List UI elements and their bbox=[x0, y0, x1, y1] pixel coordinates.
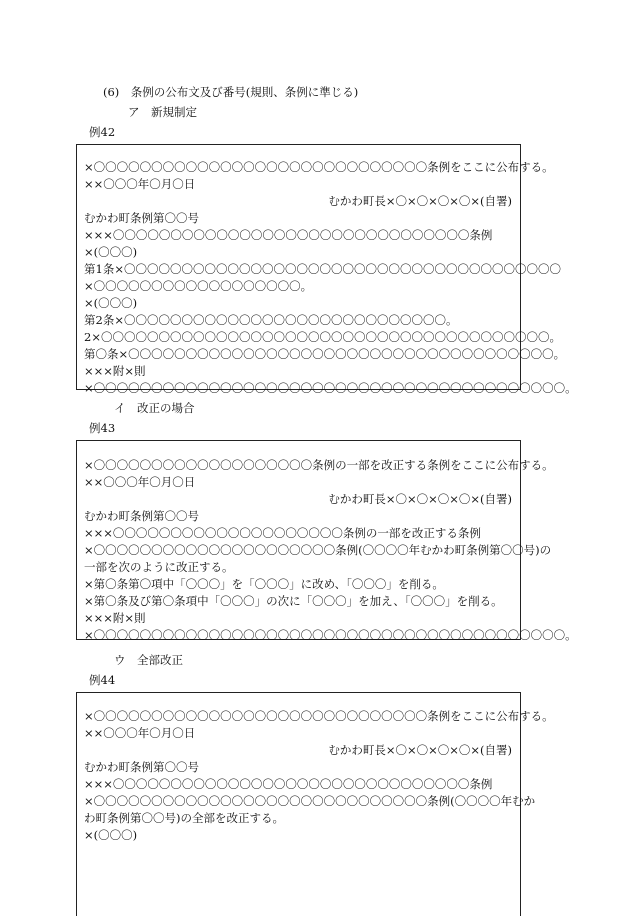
mayor-signature-line: むかわ町長×〇×〇×〇×〇×(自署) bbox=[328, 492, 512, 506]
date-line: ××〇〇〇年〇月〇日 bbox=[84, 177, 196, 191]
supplementary-provisions-line: ×〇〇〇〇〇〇〇〇〇〇〇〇〇〇〇〇〇〇〇〇〇〇〇〇〇〇〇〇〇〇〇〇〇〇〇〇〇〇〇〇〇。 bbox=[84, 381, 577, 395]
amendment-intro-line: ×〇〇〇〇〇〇〇〇〇〇〇〇〇〇〇〇〇〇〇〇〇条例(〇〇〇〇年むかわ町条例第〇〇号)の bbox=[84, 543, 552, 557]
caption-line: ×(〇〇〇) bbox=[84, 245, 138, 259]
subsection-heading-new: ア 新規制定 bbox=[128, 105, 197, 119]
ordinance-title-line: ×××〇〇〇〇〇〇〇〇〇〇〇〇〇〇〇〇〇〇〇〇条例の一部を改正する条例 bbox=[84, 526, 481, 540]
date-line: ××〇〇〇年〇月〇日 bbox=[84, 475, 196, 489]
amendment-clause-line: ×第〇条及び第〇条項中「〇〇〇」の次に「〇〇〇」を加え、「〇〇〇」を削る。 bbox=[84, 594, 503, 608]
mayor-signature-line: むかわ町長×〇×〇×〇×〇×(自署) bbox=[328, 743, 512, 757]
ordinance-number-line: むかわ町条例第〇〇号 bbox=[84, 211, 199, 225]
promulgation-line: ×〇〇〇〇〇〇〇〇〇〇〇〇〇〇〇〇〇〇〇条例の一部を改正する条例をここに公布する。 bbox=[84, 458, 554, 472]
example-number: 例44 bbox=[89, 673, 116, 687]
example-box-full-revision bbox=[76, 692, 554, 916]
mayor-signature-line: むかわ町長×〇×〇×〇×〇×(自署) bbox=[328, 194, 512, 208]
promulgation-line: ×〇〇〇〇〇〇〇〇〇〇〇〇〇〇〇〇〇〇〇〇〇〇〇〇〇〇〇〇〇条例をここに公布する。 bbox=[84, 709, 554, 723]
ordinance-title-line: ×××〇〇〇〇〇〇〇〇〇〇〇〇〇〇〇〇〇〇〇〇〇〇〇〇〇〇〇〇〇〇〇条例 bbox=[84, 777, 493, 791]
subsection-heading-full-revision: ウ 全部改正 bbox=[114, 653, 183, 667]
supplementary-provisions-line: ×〇〇〇〇〇〇〇〇〇〇〇〇〇〇〇〇〇〇〇〇〇〇〇〇〇〇〇〇〇〇〇〇〇〇〇〇〇〇〇〇〇。 bbox=[84, 628, 577, 642]
ordinance-title-line: ×××〇〇〇〇〇〇〇〇〇〇〇〇〇〇〇〇〇〇〇〇〇〇〇〇〇〇〇〇〇〇〇条例 bbox=[84, 228, 493, 242]
promulgation-line: ×〇〇〇〇〇〇〇〇〇〇〇〇〇〇〇〇〇〇〇〇〇〇〇〇〇〇〇〇〇条例をここに公布する。 bbox=[84, 160, 554, 174]
section-heading: (6) 条例の公布文及び番号(規則、条例に準じる) bbox=[103, 85, 359, 99]
date-line: ××〇〇〇年〇月〇日 bbox=[84, 726, 196, 740]
ordinance-number-line: むかわ町条例第〇〇号 bbox=[84, 760, 199, 774]
caption-line: ×(〇〇〇) bbox=[84, 296, 138, 310]
supplementary-provisions-heading: ×××附×則 bbox=[84, 364, 146, 378]
example-number: 例43 bbox=[89, 421, 116, 435]
example-box-new-enactment bbox=[76, 144, 577, 395]
amendment-clause-line: ×第〇条第〇項中「〇〇〇」を「〇〇〇」に改め、「〇〇〇」を削る。 bbox=[84, 577, 444, 591]
subsection-heading-amendment: イ 改正の場合 bbox=[114, 401, 195, 415]
article-continuation-line: ×〇〇〇〇〇〇〇〇〇〇〇〇〇〇〇〇〇〇。 bbox=[84, 279, 313, 293]
full-revision-intro-continuation: わ町条例第〇〇号)の全部を改正する。 bbox=[84, 811, 284, 825]
amendment-intro-continuation: 一部を次のように改正する。 bbox=[84, 560, 234, 574]
paragraph-line: 2×〇〇〇〇〇〇〇〇〇〇〇〇〇〇〇〇〇〇〇〇〇〇〇〇〇〇〇〇〇〇〇〇〇〇〇〇〇〇〇。 bbox=[84, 330, 561, 344]
caption-line: ×(〇〇〇) bbox=[84, 828, 138, 842]
full-revision-intro-line: ×〇〇〇〇〇〇〇〇〇〇〇〇〇〇〇〇〇〇〇〇〇〇〇〇〇〇〇〇〇条例(〇〇〇〇年むか bbox=[84, 794, 536, 808]
article-line: 第2条×〇〇〇〇〇〇〇〇〇〇〇〇〇〇〇〇〇〇〇〇〇〇〇〇〇〇〇〇。 bbox=[84, 313, 458, 327]
article-line: 第〇条×〇〇〇〇〇〇〇〇〇〇〇〇〇〇〇〇〇〇〇〇〇〇〇〇〇〇〇〇〇〇〇〇〇〇〇〇〇。 bbox=[84, 347, 566, 361]
example-number: 例42 bbox=[89, 125, 116, 139]
example-box-amendment bbox=[76, 440, 577, 642]
ordinance-number-line: むかわ町条例第〇〇号 bbox=[84, 509, 199, 523]
supplementary-provisions-heading: ×××附×則 bbox=[84, 611, 146, 625]
article-line: 第1条×〇〇〇〇〇〇〇〇〇〇〇〇〇〇〇〇〇〇〇〇〇〇〇〇〇〇〇〇〇〇〇〇〇〇〇〇〇〇 bbox=[84, 262, 561, 276]
